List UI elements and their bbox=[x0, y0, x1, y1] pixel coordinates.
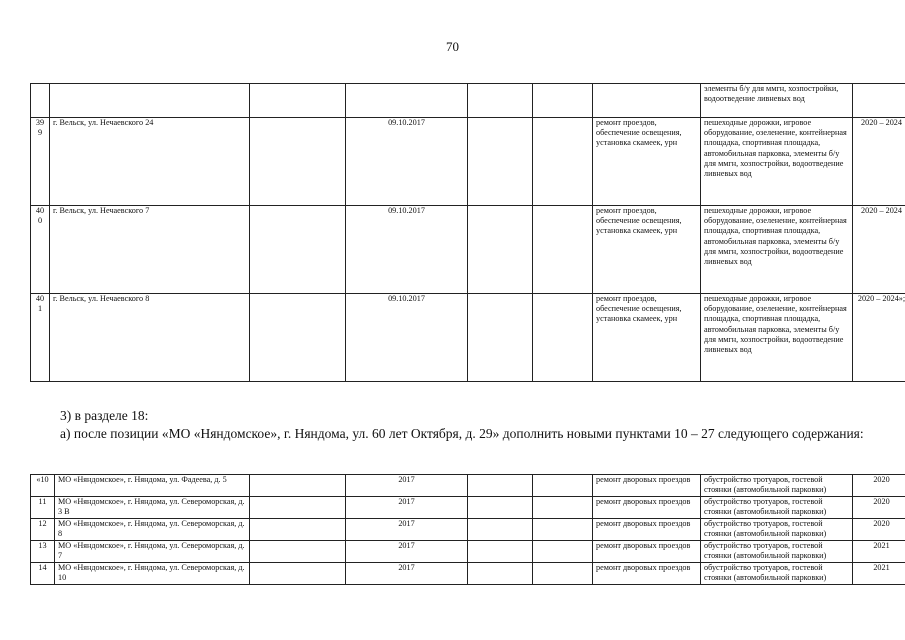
cell-blank bbox=[533, 519, 593, 541]
cell-term: 2020 bbox=[853, 475, 905, 497]
table-row bbox=[31, 84, 905, 118]
table-row bbox=[31, 206, 905, 294]
cell-blank bbox=[468, 563, 533, 585]
cell-blank bbox=[250, 497, 346, 519]
table-row bbox=[31, 497, 905, 519]
cell-term: 2020 – 2024 bbox=[853, 206, 905, 294]
cell-blank bbox=[468, 294, 533, 382]
cell-number: 11 bbox=[31, 497, 55, 519]
cell-works: ремонт дворовых проездов bbox=[593, 541, 701, 563]
cell-number: 13 bbox=[31, 541, 55, 563]
cell-date: 09.10.2017 bbox=[346, 118, 468, 206]
top-table-body bbox=[31, 84, 905, 382]
cell-blank bbox=[468, 84, 533, 118]
page-number: 70 bbox=[446, 39, 459, 54]
cell-number: 400 bbox=[31, 206, 50, 294]
cell-number: 12 bbox=[31, 519, 55, 541]
cell-address: г. Вельск, ул. Нечаевского 8 bbox=[50, 294, 250, 382]
cell-blank bbox=[250, 475, 346, 497]
cell-blank bbox=[250, 519, 346, 541]
top-table bbox=[30, 83, 905, 382]
cell-elements: пешеходные дорожки, игровое оборудование, озеленение, контейнерная площадка, спортивная площадка, автомобильная парковка, элементы б/у для ммгн, хозпостройки, водоотведение ливневых вод bbox=[701, 206, 853, 294]
cell-address: г. Вельск, ул. Нечаевского 7 bbox=[50, 206, 250, 294]
cell-date: 2017 bbox=[346, 563, 468, 585]
cell-works: ремонт дворовых проездов bbox=[593, 475, 701, 497]
cell-blank bbox=[250, 563, 346, 585]
cell-blank bbox=[250, 84, 346, 118]
cell-date: 2017 bbox=[346, 519, 468, 541]
cell-address: МО «Няндомское», г. Няндома, ул. Североморская, д. 8 bbox=[55, 519, 250, 541]
table-row bbox=[31, 541, 905, 563]
cell-blank bbox=[533, 475, 593, 497]
table-row bbox=[31, 519, 905, 541]
cell-date: 2017 bbox=[346, 475, 468, 497]
cell-blank bbox=[533, 206, 593, 294]
cell-elements: пешеходные дорожки, игровое оборудование, озеленение, контейнерная площадка, спортивная площадка, автомобильная парковка, элементы б/у для ммгн, хозпостройки, водоотведение ливневых вод bbox=[701, 118, 853, 206]
cell-works: ремонт дворовых проездов bbox=[593, 497, 701, 519]
cell-blank bbox=[250, 541, 346, 563]
cell-blank bbox=[533, 118, 593, 206]
cell-date: 09.10.2017 bbox=[346, 294, 468, 382]
cell-elements: обустройство тротуаров, гостевой стоянки (автомобильной парковки) bbox=[701, 497, 853, 519]
cell-term: 2020 – 2024»; bbox=[853, 294, 905, 382]
cell-blank bbox=[468, 519, 533, 541]
cell-blank bbox=[468, 475, 533, 497]
cell-works: ремонт дворовых проездов bbox=[593, 563, 701, 585]
cell-blank bbox=[533, 84, 593, 118]
cell-blank bbox=[468, 118, 533, 206]
cell-address: МО «Няндомское», г. Няндома, ул. Североморская, д. 10 bbox=[55, 563, 250, 585]
cell-date: 2017 bbox=[346, 541, 468, 563]
cell-works: ремонт проездов, обеспечение освещения, установка скамеек, урн bbox=[593, 206, 701, 294]
instruction-paragraph: а) после позиции «МО «Няндомское», г. Няндома, ул. 60 лет Октября, д. 29» дополнить новыми пунктами 10 – 27 следующего содержания: bbox=[60, 426, 864, 441]
cell-blank bbox=[468, 541, 533, 563]
cell-number bbox=[31, 84, 50, 118]
cell-term: 2020 bbox=[853, 497, 905, 519]
cell-number: «10 bbox=[31, 475, 55, 497]
cell-term: 2021 bbox=[853, 541, 905, 563]
cell-term: 2021 bbox=[853, 563, 905, 585]
cell-term: 2020 bbox=[853, 519, 905, 541]
cell-date bbox=[346, 84, 468, 118]
cell-works: ремонт проездов, обеспечение освещения, установка скамеек, урн bbox=[593, 118, 701, 206]
table-row bbox=[31, 475, 905, 497]
section-heading: 3) в разделе 18: bbox=[60, 408, 149, 423]
cell-address bbox=[50, 84, 250, 118]
cell-address: МО «Няндомское», г. Няндома, ул. Североморская, д. 3 В bbox=[55, 497, 250, 519]
cell-address: МО «Няндомское», г. Няндома, ул. Фадеева, д. 5 bbox=[55, 475, 250, 497]
table-row bbox=[31, 294, 905, 382]
cell-blank bbox=[250, 206, 346, 294]
cell-blank bbox=[468, 206, 533, 294]
cell-blank bbox=[250, 294, 346, 382]
cell-blank bbox=[533, 497, 593, 519]
cell-address: МО «Няндомское», г. Няндома, ул. Североморская, д. 7 bbox=[55, 541, 250, 563]
cell-elements: обустройство тротуаров, гостевой стоянки (автомобильной парковки) bbox=[701, 475, 853, 497]
cell-works: ремонт дворовых проездов bbox=[593, 519, 701, 541]
cell-address: г. Вельск, ул. Нечаевского 24 bbox=[50, 118, 250, 206]
cell-number: 401 bbox=[31, 294, 50, 382]
bottom-table bbox=[30, 474, 905, 585]
cell-elements: обустройство тротуаров, гостевой стоянки (автомобильной парковки) bbox=[701, 563, 853, 585]
cell-works: ремонт проездов, обеспечение освещения, установка скамеек, урн bbox=[593, 294, 701, 382]
cell-works bbox=[593, 84, 701, 118]
cell-blank bbox=[533, 294, 593, 382]
table-row bbox=[31, 118, 905, 206]
cell-elements: элементы б/у для ммгн, хозпостройки, водоотведение ливневых вод bbox=[701, 84, 853, 118]
cell-date: 2017 bbox=[346, 497, 468, 519]
cell-blank bbox=[250, 118, 346, 206]
cell-date: 09.10.2017 bbox=[346, 206, 468, 294]
cell-blank bbox=[468, 497, 533, 519]
cell-blank bbox=[533, 563, 593, 585]
cell-elements: обустройство тротуаров, гостевой стоянки (автомобильной парковки) bbox=[701, 519, 853, 541]
cell-number: 399 bbox=[31, 118, 50, 206]
bottom-table-body bbox=[31, 475, 905, 585]
cell-term: 2020 – 2024 bbox=[853, 118, 905, 206]
cell-elements: обустройство тротуаров, гостевой стоянки (автомобильной парковки) bbox=[701, 541, 853, 563]
cell-elements: пешеходные дорожки, игровое оборудование, озеленение, контейнерная площадка, спортивная площадка, автомобильная парковка, элементы б/у для ммгн, хозпостройки, водоотведение ливневых вод bbox=[701, 294, 853, 382]
table-row bbox=[31, 563, 905, 585]
cell-blank bbox=[533, 541, 593, 563]
cell-number: 14 bbox=[31, 563, 55, 585]
cell-term bbox=[853, 84, 905, 118]
